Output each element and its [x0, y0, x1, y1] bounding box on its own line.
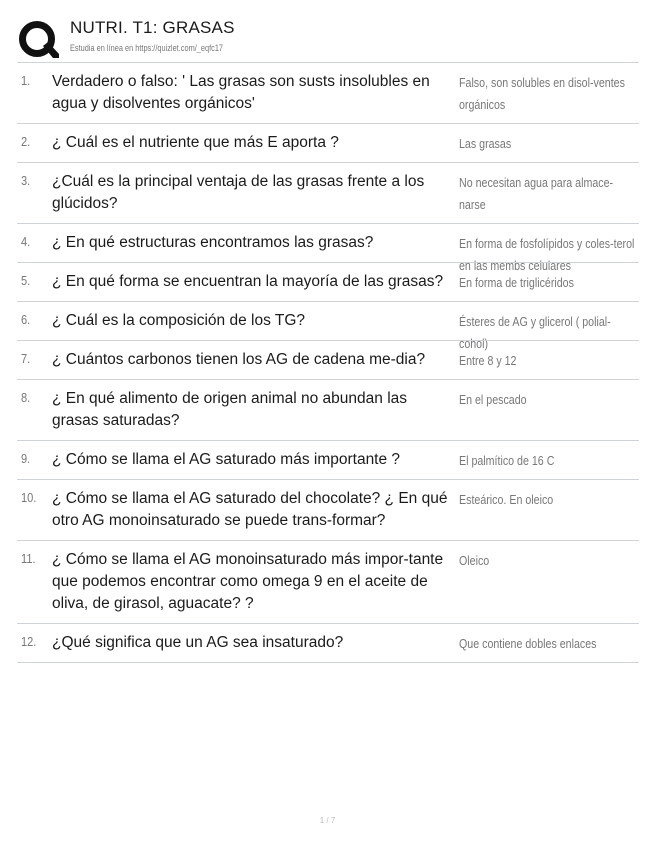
page-title: NUTRI. T1: GRASAS [70, 18, 235, 37]
item-number: 2. [21, 134, 31, 149]
page-number: 1 / 7 [319, 816, 336, 825]
list-item [17, 162, 639, 223]
list-item [17, 340, 639, 379]
list-item [17, 623, 639, 663]
item-number: 4. [21, 234, 31, 249]
item-question: ¿ Cómo se llama el AG monoinsaturado más impor-tante que podemos encontrar como omega 9 en el aceite de oliva, de girasol, aguacate? ? [52, 551, 444, 612]
item-number: 3. [21, 173, 31, 188]
list-item [17, 440, 639, 479]
list-item [17, 301, 639, 351]
item-number: 5. [21, 273, 31, 288]
item-question: ¿ Cómo se llama el AG saturado más importante ? [52, 451, 401, 468]
item-answer: Las grasas [459, 136, 512, 151]
list-item [17, 540, 639, 623]
item-answer: Ésteres de AG y glicerol ( polial-cohol) [459, 314, 611, 351]
item-question: ¿Cuál es la principal ventaja de las grasas frente a los glúcidos? [52, 173, 425, 212]
item-answer: En el pescado [459, 392, 527, 407]
list-item [17, 123, 639, 162]
item-number: 10. [21, 490, 37, 505]
item-answer: Esteárico. En oleico [459, 492, 554, 507]
page-subtitle: Estudia en línea en https://quizlet.com/_eqfc17 [70, 43, 224, 53]
item-answer: En forma de fosfolípidos y coles-terol en las membs celulares [459, 236, 635, 273]
item-number: 7. [21, 351, 31, 366]
item-answer: El palmítico de 16 C [459, 453, 555, 468]
flashcard-list [17, 62, 639, 663]
list-item [17, 379, 639, 440]
item-answer: Que contiene dobles enlaces [459, 636, 597, 651]
item-number: 1. [21, 73, 31, 88]
item-question: ¿ Cuál es el nutriente que más E aporta ? [52, 134, 339, 151]
document-header [17, 18, 637, 60]
item-number: 12. [21, 634, 37, 649]
item-question: ¿Qué significa que un AG sea insaturado? [52, 634, 344, 651]
item-answer: No necesitan agua para almace-narse [459, 175, 614, 212]
item-question: ¿ En qué forma se encuentran la mayoría de las grasas? [52, 273, 444, 290]
item-answer: Oleico [459, 553, 490, 568]
item-question: ¿ Cuántos carbonos tienen los AG de cadena me-dia? [52, 351, 426, 368]
list-item [17, 62, 639, 123]
quizlet-logo-icon [17, 20, 59, 60]
item-question: ¿ En qué alimento de origen animal no abundan las grasas saturadas? [52, 390, 408, 429]
item-question: ¿ Cuál es la composición de los TG? [52, 312, 305, 329]
item-answer: En forma de triglicéridos [459, 275, 574, 290]
list-item [17, 262, 639, 301]
item-number: 6. [21, 312, 31, 327]
item-question: ¿ En qué estructuras encontramos las grasas? [52, 234, 374, 251]
item-number: 8. [21, 390, 31, 405]
item-answer: Entre 8 y 12 [459, 353, 517, 368]
item-number: 9. [21, 451, 31, 466]
item-question: Verdadero o falso: ' Las grasas son susts insolubles en agua y disolventes orgánicos' [52, 73, 430, 112]
list-item [17, 479, 639, 540]
item-answer: Falso, son solubles en disol-ventes orgánicos [459, 75, 625, 112]
item-number: 11. [21, 551, 36, 566]
list-item [17, 223, 639, 273]
item-question: ¿ Cómo se llama el AG saturado del chocolate? ¿ En qué otro AG monoinsaturado se puede trans-formar? [52, 490, 448, 529]
